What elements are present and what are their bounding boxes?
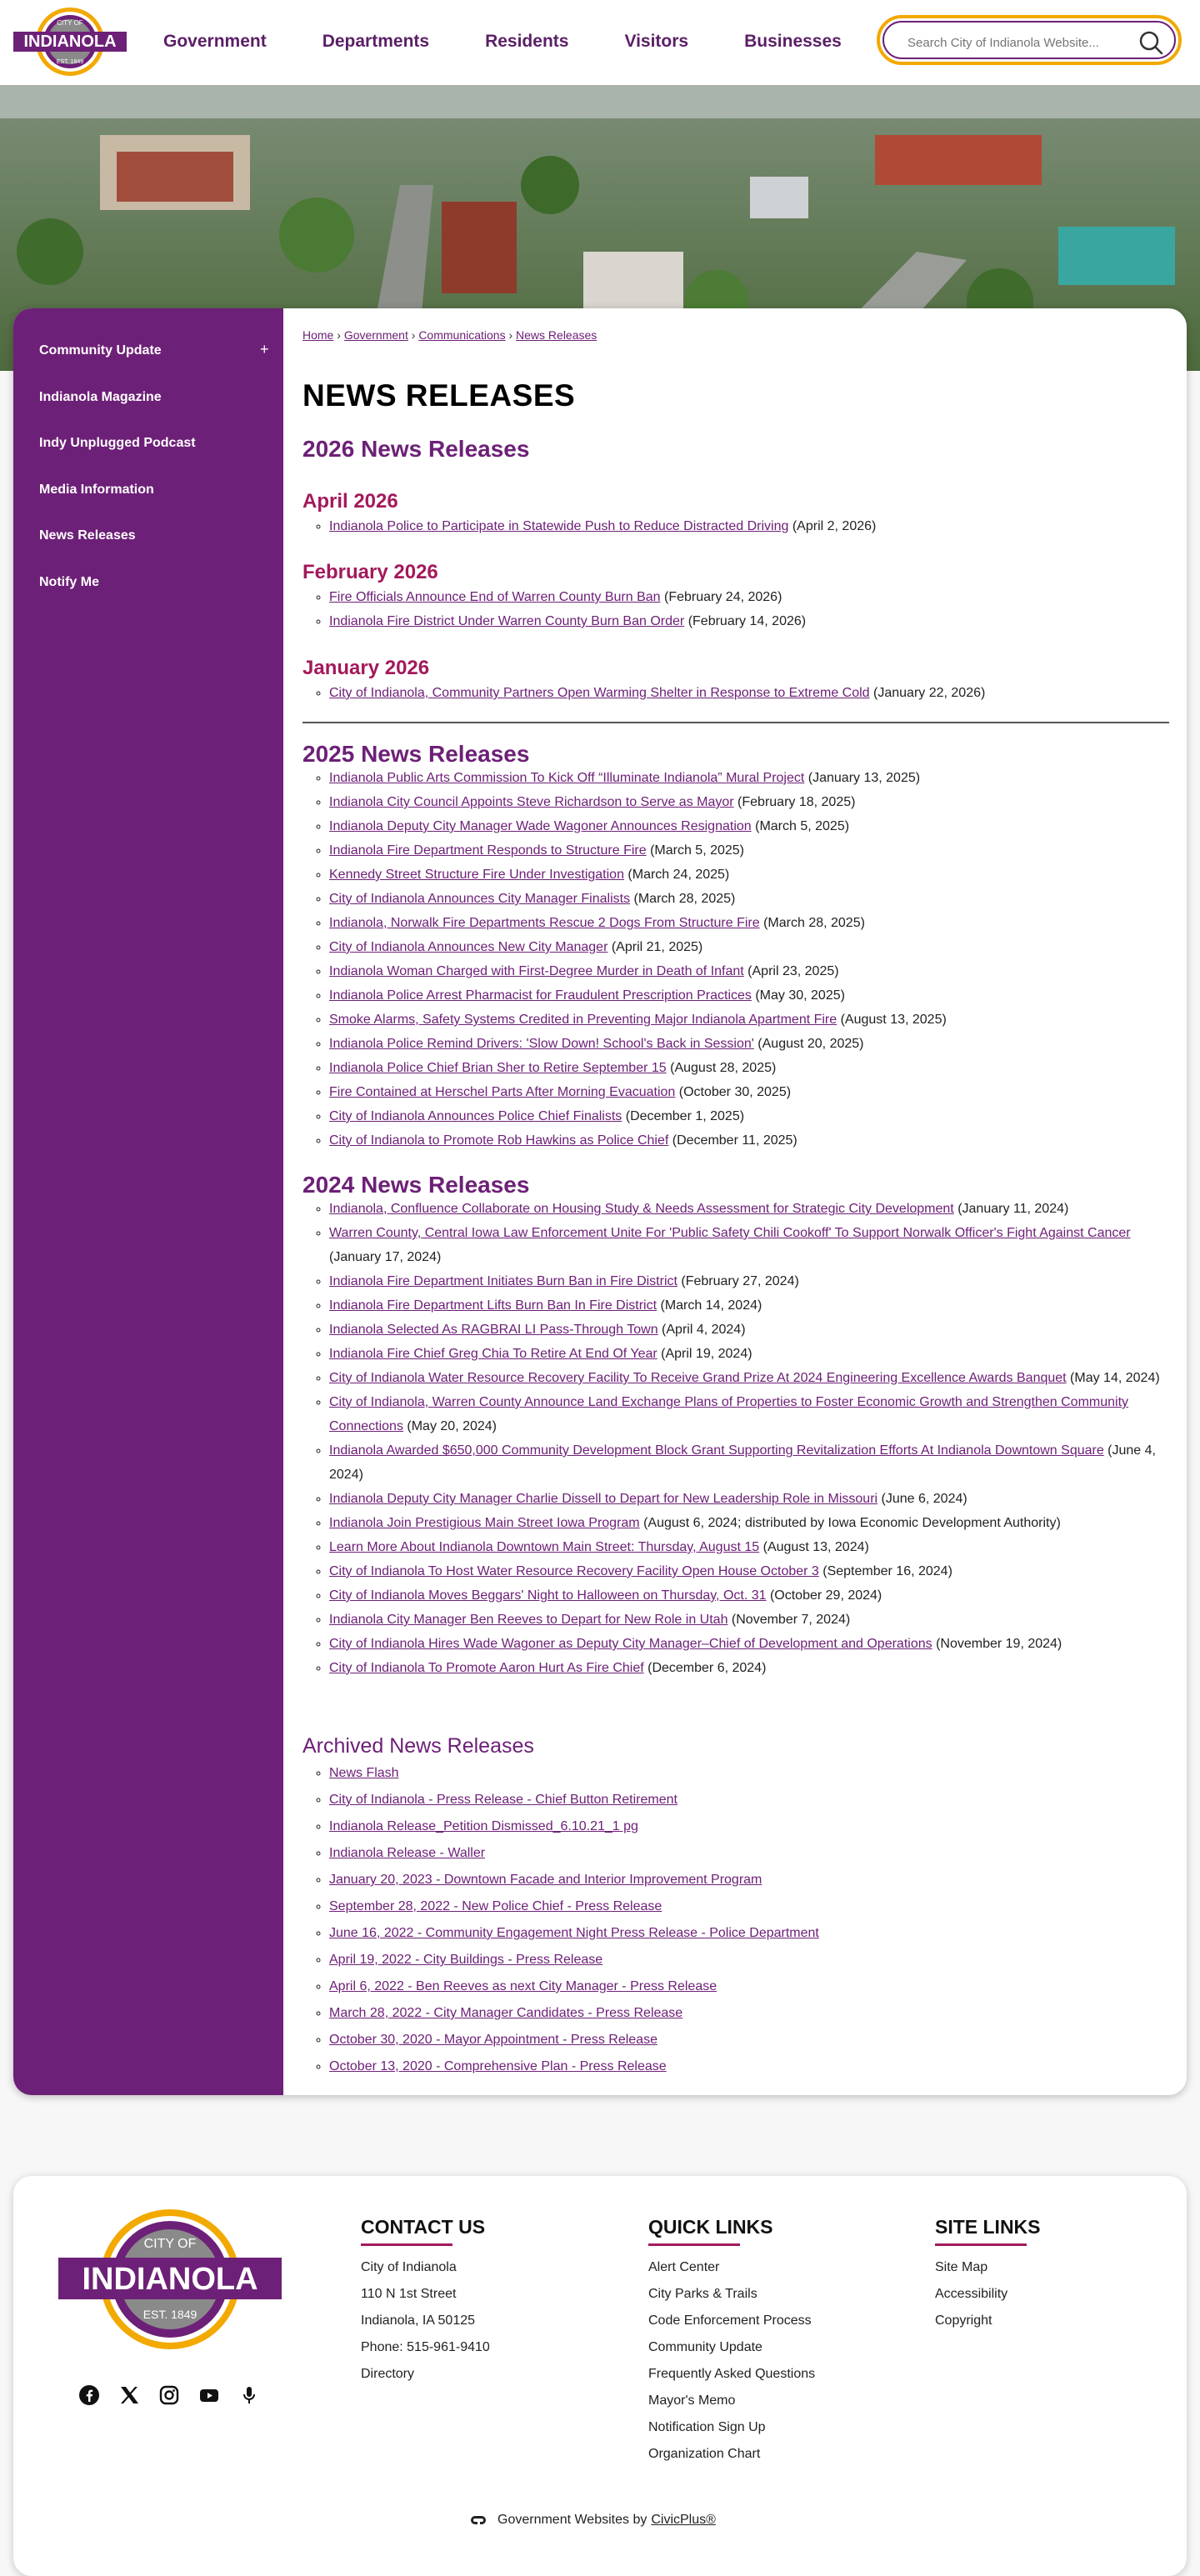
news-release-link[interactable]: Indianola Deputy City Manager Charlie Dissell to Depart for New Leadership Role in Missouri [329, 1492, 878, 1506]
news-release-date: (February 18, 2025) [733, 795, 856, 809]
news-item [329, 838, 1171, 863]
february-2026-list [302, 585, 1171, 633]
news-item [329, 1366, 1171, 1390]
news-release-date: (January 22, 2026) [869, 686, 986, 700]
news-release-link[interactable]: City of Indianola, Warren County Announce Land Exchange Plans of Properties to Foster Economic Growth and Strengthen Community Connections [329, 1395, 1129, 1433]
section-2025-heading: 2025 News Releases [302, 741, 530, 767]
archived-release-link[interactable]: March 28, 2022 - City Manager Candidates - Press Release [329, 2006, 683, 2020]
news-item [329, 1293, 1171, 1318]
breadcrumb-home[interactable]: Home [302, 328, 334, 342]
news-release-link[interactable]: Indianola City Manager Ben Reeves to Depart for New Role in Utah [329, 1613, 728, 1627]
news-release-date: (March 5, 2025) [751, 819, 850, 833]
news-release-link[interactable]: Indianola Police Chief Brian Sher to Retire September 15 [329, 1061, 667, 1075]
news-release-date: (June 4, 2024) [329, 1443, 1156, 1482]
news-release-link[interactable]: City of Indianola To Host Water Resource Recovery Facility Open House October 3 [329, 1564, 819, 1578]
quick-link-notification-signup[interactable]: Notification Sign Up [648, 2420, 766, 2434]
quick-link-faq[interactable]: Frequently Asked Questions [648, 2367, 816, 2381]
news-release-date: (February 27, 2024) [677, 1274, 799, 1288]
news-release-date: (September 16, 2024) [818, 1564, 952, 1578]
archived-item [329, 1973, 819, 2000]
news-release-link[interactable]: Indianola Police to Participate in Statewide Push to Reduce Distracted Driving [329, 519, 789, 533]
logo-est-text: EST. 1849 [56, 59, 84, 65]
news-release-date: (May 30, 2025) [751, 988, 845, 1003]
news-release-date: (March 24, 2025) [623, 868, 730, 882]
archived-release-link[interactable]: Indianola Release - Waller [329, 1846, 486, 1860]
youtube-icon[interactable] [198, 2384, 220, 2406]
news-item [329, 1608, 1171, 1632]
contact-phone: Phone: 515-961-9410 [361, 2340, 490, 2354]
news-release-date: (April 4, 2024) [658, 1323, 746, 1337]
page-title: NEWS RELEASES [302, 378, 576, 413]
nav-residents[interactable]: Residents [485, 32, 569, 51]
news-release-link[interactable]: Indianola Fire Department Lifts Burn Ban In Fire District [329, 1298, 658, 1313]
site-link-accessibility[interactable]: Accessibility [935, 2287, 1008, 2301]
city-logo[interactable] [12, 5, 128, 78]
news-release-link[interactable]: City of Indianola Announces City Manager Finalists [329, 892, 631, 906]
news-release-date: (May 14, 2024) [1066, 1371, 1160, 1385]
nav-visitors[interactable]: Visitors [624, 32, 689, 51]
section-divider [302, 722, 1169, 723]
x-icon[interactable] [118, 2384, 140, 2406]
news-release-link[interactable]: City of Indianola To Promote Aaron Hurt As Fire Chief [329, 1661, 644, 1675]
news-item [329, 766, 1171, 790]
breadcrumb-government[interactable]: Government [343, 328, 408, 342]
sidebar-item-indianola-magazine[interactable]: Indianola Magazine [39, 390, 162, 404]
breadcrumb-news-releases[interactable]: News Releases [516, 328, 598, 342]
podcast-icon[interactable] [238, 2384, 260, 2406]
news-release-link[interactable]: Indianola Deputy City Manager Wade Wagoner Announces Resignation [329, 819, 752, 833]
month-february-2026-heading: February 2026 [302, 561, 438, 583]
news-release-date: (November 19, 2024) [932, 1637, 1062, 1651]
news-release-link[interactable]: Indianola, Confluence Collaborate on Housing Study & Needs Assessment for Strategic City Development [329, 1202, 954, 1216]
news-release-date: (August 28, 2025) [666, 1061, 777, 1075]
logo-top-text: CITY OF [57, 19, 83, 27]
contact-heading: CONTACT US [361, 2216, 486, 2238]
news-release-date: (April 21, 2025) [608, 940, 703, 954]
news-item [329, 1008, 1171, 1032]
archived-item [329, 1867, 819, 1893]
breadcrumb: Home › Government › Communications › News Releases [302, 328, 598, 342]
sidebar [13, 308, 283, 2095]
archived-heading: Archived News Releases [302, 1734, 534, 1758]
news-item [329, 959, 1171, 983]
news-release-date: (June 6, 2024) [878, 1492, 968, 1506]
news-item [329, 983, 1171, 1008]
news-item [329, 1583, 1171, 1608]
news-release-link[interactable]: Indianola Public Arts Commission To Kick Off “Illuminate Indianola” Mural Project [329, 771, 805, 785]
news-item [329, 1269, 1171, 1293]
archived-item [329, 2053, 819, 2080]
contact-street: 110 N 1st Street [361, 2287, 457, 2301]
news-item [329, 1197, 1171, 1221]
social-links [78, 2384, 260, 2406]
news-item [329, 1487, 1171, 1511]
news-release-date: (January 13, 2025) [804, 771, 921, 785]
news-item [329, 911, 1171, 935]
nav-businesses[interactable]: Businesses [744, 32, 842, 51]
footer-logo-est-text: EST. 1849 [142, 2308, 198, 2321]
news-item [329, 609, 1171, 633]
site-link-copyright[interactable]: Copyright [935, 2313, 992, 2328]
news-item [329, 1511, 1171, 1535]
news-release-link[interactable]: Indianola City Council Appoints Steve Richardson to Serve as Mayor [329, 795, 734, 809]
archived-release-link[interactable]: June 16, 2022 - Community Engagement Night Press Release - Police Department [329, 1926, 819, 1940]
news-item [329, 1080, 1171, 1104]
news-item [329, 1390, 1171, 1438]
news-release-date: (April 19, 2024) [657, 1347, 752, 1361]
news-release-date: (May 20, 2024) [402, 1419, 498, 1433]
news-release-link[interactable]: Learn More About Indianola Downtown Main Street: Thursday, August 15 [329, 1540, 760, 1554]
quick-link-org-chart[interactable]: Organization Chart [648, 2447, 761, 2461]
search-inner-border [882, 21, 1176, 59]
credit-text: Government Websites by [498, 2513, 648, 2527]
news-release-link[interactable]: Indianola Fire Chief Greg Chia To Retire At End Of Year [329, 1347, 658, 1361]
search-box [877, 15, 1182, 65]
news-item [329, 1438, 1171, 1487]
archived-list [302, 1760, 819, 2080]
news-release-link[interactable]: Fire Contained at Herschel Parts After Morning Evacuation [329, 1085, 676, 1099]
sidebar-item-media-information[interactable]: Media Information [39, 483, 154, 497]
news-release-link[interactable]: City of Indianola Water Resource Recovery Facility To Receive Grand Prize At 2024 Engineering Excellence Awards Banquet [329, 1371, 1067, 1385]
news-item [329, 887, 1171, 911]
news-release-date: (February 14, 2026) [684, 614, 807, 628]
archived-item [329, 2027, 819, 2053]
footer-contact-column [361, 2216, 490, 2388]
expand-icon[interactable]: + [260, 341, 269, 358]
news-release-link[interactable]: Indianola Fire Department Responds to Structure Fire [329, 843, 647, 858]
news-release-date: (April 23, 2025) [743, 964, 839, 978]
news-item [329, 1318, 1171, 1342]
news-release-link[interactable]: City of Indianola Announces New City Manager [329, 940, 608, 954]
news-item [329, 814, 1171, 838]
archived-release-link[interactable]: January 20, 2023 - Downtown Facade and Interior Improvement Program [329, 1873, 762, 1887]
instagram-icon[interactable] [158, 2384, 180, 2406]
logo-name-text: INDIANOLA [23, 33, 117, 51]
news-release-link[interactable]: Indianola Fire District Under Warren County Burn Ban Order [329, 614, 685, 628]
quick-link-mayors-memo[interactable]: Mayor's Memo [648, 2393, 736, 2408]
civicplus-link[interactable]: CivicPlus® [651, 2513, 716, 2527]
archived-item [329, 2000, 819, 2027]
footer-credit [468, 2513, 716, 2528]
april-2026-list [302, 514, 1171, 538]
sidebar-item-indy-unplugged-podcast[interactable]: Indy Unplugged Podcast [39, 436, 196, 450]
news-release-date: (January 17, 2024) [329, 1250, 442, 1264]
sidebar-item-notify-me[interactable]: Notify Me [39, 575, 99, 589]
archived-release-link[interactable]: October 13, 2020 - Comprehensive Plan - Press Release [329, 2059, 667, 2073]
news-release-date: (November 7, 2024) [728, 1613, 851, 1627]
heading-underline [648, 2243, 740, 2246]
news-release-link[interactable]: Indianola, Norwalk Fire Departments Rescue 2 Dogs From Structure Fire [329, 916, 760, 930]
news-release-link[interactable]: City of Indianola Announces Police Chief Finalists [329, 1109, 622, 1123]
news-release-date: (October 30, 2025) [675, 1085, 792, 1099]
site-footer [13, 2176, 1187, 2576]
search-icon[interactable] [1138, 29, 1164, 56]
news-item [329, 681, 1171, 705]
section-2026-heading: 2026 News Releases [302, 436, 530, 462]
section-2024-heading: 2024 News Releases [302, 1172, 530, 1198]
news-item [329, 1032, 1171, 1056]
news-release-date: (April 2, 2026) [788, 519, 877, 533]
archived-item [329, 1760, 819, 1787]
news-release-date: (December 1, 2025) [622, 1109, 745, 1123]
site-link-site-map[interactable]: Site Map [935, 2260, 988, 2274]
news-release-date: (January 11, 2024) [953, 1202, 1069, 1216]
news-release-date: (March 5, 2025) [646, 843, 745, 858]
footer-site-links-column [935, 2216, 1041, 2334]
archived-item [329, 1813, 819, 1840]
archived-item [329, 1787, 819, 1813]
quick-link-alert-center[interactable]: Alert Center [648, 2260, 720, 2274]
month-april-2026-heading: April 2026 [302, 490, 398, 513]
news-release-link[interactable]: City of Indianola, Community Partners Open Warming Shelter in Response to Extreme Cold [329, 686, 870, 700]
news-item [329, 863, 1171, 887]
main-content-card [13, 308, 1187, 2095]
news-release-link[interactable]: Warren County, Central Iowa Law Enforcement Unite For 'Public Safety Chili Cookoff' To Support Norwalk Officer's Fight Against Cancer [329, 1226, 1131, 1240]
footer-city-logo[interactable] [57, 2206, 283, 2353]
news-release-link[interactable]: Fire Officials Announce End of Warren County Burn Ban [329, 590, 661, 604]
news-release-link[interactable]: Smoke Alarms, Safety Systems Credited in Preventing Major Indianola Apartment Fire [329, 1013, 838, 1027]
contact-directory-link[interactable]: Directory [361, 2367, 415, 2381]
news-release-date: (March 28, 2025) [630, 892, 736, 906]
news-release-link[interactable]: Indianola Selected As RAGBRAI LI Pass-Through Town [329, 1323, 658, 1337]
month-january-2026-heading: January 2026 [302, 657, 430, 679]
news-release-link[interactable]: City of Indianola Moves Beggars' Night to Halloween on Thursday, Oct. 31 [329, 1588, 767, 1603]
heading-underline [935, 2243, 1027, 2246]
news-item [329, 585, 1171, 609]
archived-release-link[interactable]: City of Indianola - Press Release - Chief Button Retirement [329, 1793, 678, 1807]
news-release-link[interactable]: Kennedy Street Structure Fire Under Investigation [329, 868, 624, 882]
news-release-link[interactable]: City of Indianola to Promote Rob Hawkins as Police Chief [329, 1133, 669, 1148]
contact-city-state-zip: Indianola, IA 50125 [361, 2313, 476, 2328]
news-release-date: (December 11, 2025) [668, 1133, 798, 1148]
news-release-link[interactable]: Indianola Awarded $650,000 Community Development Block Grant Supporting Revitalization Efforts At Indianola Downtown Square [329, 1443, 1104, 1458]
archived-release-link[interactable]: October 30, 2020 - Mayor Appointment - Press Release [329, 2033, 658, 2047]
news-release-link[interactable]: Indianola Fire Department Initiates Burn Ban in Fire District [329, 1274, 678, 1288]
archived-item [329, 1840, 819, 1867]
news-item [329, 1056, 1171, 1080]
news-item [329, 1559, 1171, 1583]
news-item [329, 1342, 1171, 1366]
archived-release-link[interactable]: News Flash [329, 1766, 399, 1780]
news-release-date: (August 6, 2024; distributed by Iowa Economic Development Authority) [639, 1516, 1061, 1530]
site-links-heading: SITE LINKS [935, 2216, 1041, 2238]
nav-government[interactable]: Government [163, 32, 267, 51]
archived-item [329, 1893, 819, 1920]
footer-logo-top-text: CITY OF [143, 2237, 197, 2251]
search-input[interactable] [906, 32, 1126, 53]
news-release-date: (August 13, 2024) [759, 1540, 869, 1554]
news-item [329, 1632, 1171, 1656]
news-release-date: (December 6, 2024) [643, 1661, 767, 1675]
quick-link-community-update[interactable]: Community Update [648, 2340, 762, 2354]
news-item [329, 935, 1171, 959]
news-2024-list [302, 1197, 1171, 1680]
archived-item [329, 1947, 819, 1973]
footer-quick-links-column [648, 2216, 815, 2468]
breadcrumb-communications[interactable]: Communications [418, 328, 506, 342]
footer-logo-name-text: INDIANOLA [82, 2262, 258, 2297]
site-header [0, 0, 1200, 86]
nav-departments[interactable]: Departments [322, 32, 430, 51]
news-item [329, 1104, 1171, 1128]
sidebar-item-news-releases[interactable]: News Releases [39, 528, 136, 543]
archived-release-link[interactable]: Indianola Release_Petition Dismissed_6.10.21_1 pg [329, 1819, 638, 1833]
news-release-date: (August 13, 2025) [837, 1013, 947, 1027]
archived-item [329, 1920, 819, 1947]
quick-link-parks-trails[interactable]: City Parks & Trails [648, 2287, 758, 2301]
quick-link-code-enforcement[interactable]: Code Enforcement Process [648, 2313, 812, 2328]
facebook-icon[interactable] [78, 2384, 100, 2406]
news-release-date: (March 14, 2024) [657, 1298, 762, 1313]
news-release-date: (August 20, 2025) [753, 1037, 864, 1051]
news-release-date: (October 29, 2024) [766, 1588, 882, 1603]
news-item [329, 514, 1171, 538]
contact-city-name: City of Indianola [361, 2260, 457, 2274]
news-item [329, 1221, 1171, 1269]
news-2025-list [302, 766, 1171, 1153]
news-release-link[interactable]: Indianola Woman Charged with First-Degree Murder in Death of Infant [329, 964, 744, 978]
heading-underline [361, 2243, 452, 2246]
january-2026-list [302, 681, 1171, 705]
quick-links-heading: QUICK LINKS [648, 2216, 773, 2238]
news-release-date: (March 28, 2025) [759, 916, 865, 930]
archived-release-link[interactable]: April 19, 2022 - City Buildings - Press Release [329, 1953, 603, 1967]
news-item [329, 790, 1171, 814]
main-nav [163, 0, 898, 83]
news-release-link[interactable]: Indianola Police Remind Drivers: 'Slow Down! School's Back in Session' [329, 1037, 754, 1051]
archived-release-link[interactable]: April 6, 2022 - Ben Reeves as next City Manager - Press Release [329, 1979, 718, 1993]
sidebar-item-community-update[interactable]: Community Update [39, 343, 162, 358]
news-release-link[interactable]: Indianola Police Arrest Pharmacist for Fraudulent Prescription Practices [329, 988, 752, 1003]
news-release-date: (February 24, 2026) [660, 590, 782, 604]
news-release-link[interactable]: Indianola Join Prestigious Main Street Iowa Program [329, 1516, 640, 1530]
news-item [329, 1656, 1171, 1680]
archived-release-link[interactable]: September 28, 2022 - New Police Chief - Press Release [329, 1899, 662, 1913]
news-item [329, 1128, 1171, 1153]
civicplus-icon [468, 2513, 489, 2527]
news-release-link[interactable]: City of Indianola Hires Wade Wagoner as Deputy City Manager–Chief of Development and Operations [329, 1637, 932, 1651]
news-item [329, 1535, 1171, 1559]
